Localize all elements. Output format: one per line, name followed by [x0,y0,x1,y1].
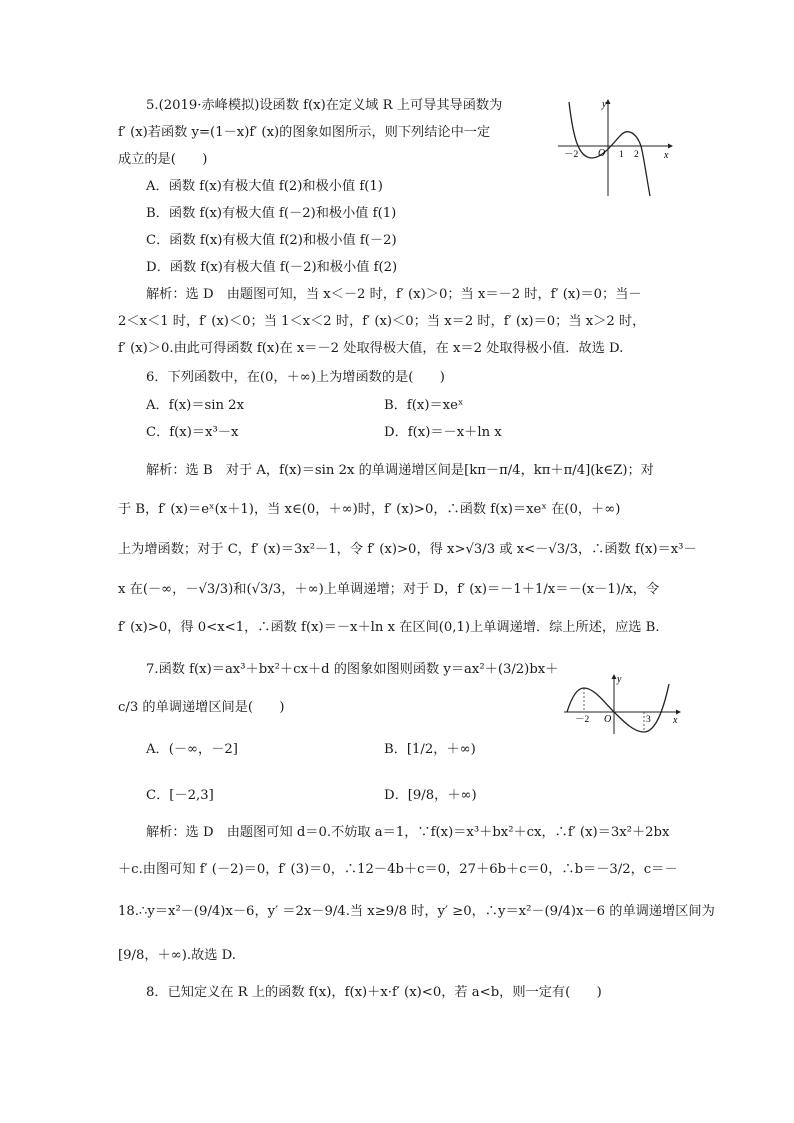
q7-stem-line1: 7.函数 f(x)＝ax³＋bx²＋cx＋d 的图象如图则函数 y＝ax²＋(3/2)bx＋ [146,662,559,677]
q6-solution-line3: 上为增函数；对于 C，f′ (x)＝3x²－1，令 f′ (x)>0，得 x>√3/3 或 x<－√3/3，∴函数 f(x)＝x³－ [118,542,697,557]
q5-solution-line2: 2＜x＜1 时，f′ (x)＜0；当 1＜x＜2 时，f′ (x)＜0；当 x＝2 时，f′ (x)＝0；当 x＞2 时， [118,314,646,329]
q5-solution-line3: f′ (x)＞0.由此可得函数 f(x)在 x＝－2 处取得极大值，在 x＝2 处取得极小值．故选 D. [118,341,624,356]
q6-solution-line5: f′ (x)>0，得 0<x<1，∴函数 f(x)＝－x＋ln x 在区间(0,1)上单调递增．综上所述，应选 B. [118,620,660,635]
q5-derivative-graph [556,96,674,200]
q6-stem: 6．下列函数中，在(0，＋∞)上为增函数的是( ) [146,370,445,385]
q5-x-axis-arrow [668,144,673,149]
q5-tick-1: 1 [619,150,624,160]
q5-option-d: D．函数 f(x)有极大值 f(－2)和极小值 f(2) [146,260,398,275]
q6-solution-line1: 解析：选 B 对于 A，f(x)＝sin 2x 的单调递增区间是[kπ－π/4，kπ＋π/4](k∈Z)；对 [146,463,654,478]
q5-stem-line1: 5.(2019·赤峰模拟)设函数 f(x)在定义域 R 上可导其导函数为 [146,98,503,113]
q5-option-c: C．函数 f(x)有极大值 f(2)和极小值 f(－2) [146,233,397,248]
q6-option-a: A．f(x)＝sin 2x [146,398,245,413]
q7-solution-line1: 解析：选 D 由题图可知 d＝0.不妨取 a＝1，∵f(x)＝x³＋bx²＋cx，∴f′ (x)＝3x²＋2bx [146,825,670,840]
q7-origin-label: O [604,714,612,725]
q6-option-d: D．f(x)＝－x＋ln x [384,425,502,440]
q7-function-graph [562,672,682,736]
q7-option-d: D．[9/8，＋∞) [384,788,477,803]
q5-option-b: B．函数 f(x)有极大值 f(－2)和极小值 f(1) [146,206,397,221]
q5-tick-2: 2 [634,150,639,160]
q7-solution-line3: 18.∴y＝x²－(9/4)x－6，y′ ＝2x－9/4.当 x≥9/8 时，y′ ≥0，∴y＝x²－(9/4)x－6 的单调递增区间为 [118,904,715,919]
q7-x-axis-arrow [676,710,681,715]
q8-stem: 8．已知定义在 R 上的函数 f(x)，f(x)＋x·f′ (x)<0，若 a<b，则一定有( ) [146,985,602,1000]
q5-x-label: x [664,150,669,161]
q7-y-label: y [617,674,622,685]
q7-x-label: x [673,715,678,726]
q6-option-b: B．f(x)＝xeˣ [384,398,464,413]
q5-tick-minus2: －2 [564,150,579,160]
q7-option-c: C．[－2,3] [146,788,214,803]
q5-stem-line2: f′ (x)若函数 y=(1－x)f′ (x)的图象如图所示，则下列结论中一定 [118,125,491,140]
q7-stem-line2: c/3 的单调递增区间是( ) [118,700,285,715]
q5-stem-line3: 成立的是( ) [118,152,208,167]
q7-tick-minus2: －2 [575,715,590,725]
q7-option-a: A．(－∞，－2] [146,742,238,757]
q7-tick-3: 3 [646,715,651,725]
q5-origin-label: O [598,148,606,159]
q5-curve [569,102,650,196]
q5-y-label: y [602,99,607,110]
q7-y-axis-arrow [612,674,617,679]
q6-solution-line4: x 在(－∞，－√3/3)和(√3/3，＋∞)上单调递增；对于 D，f′ (x)＝－1＋1/x＝－(x－1)/x，令 [118,582,660,597]
q5-solution-line1: 解析：选 D 由题图可知，当 x＜－2 时，f′ (x)＞0；当 x＝－2 时，f′ (x)＝0；当－ [146,287,642,302]
q7-solution-line2: ＋c.由图可知 f′ (－2)＝0，f′ (3)＝0，∴12－4b＋c＝0，27＋6b＋c＝0，∴b＝－3/2，c＝－ [118,862,678,877]
q7-option-b: B．[1/2，＋∞) [384,742,476,757]
q5-option-a: A．函数 f(x)有极大值 f(2)和极小值 f(1) [146,179,383,194]
q6-solution-line2: 于 B，f′ (x)＝eˣ(x＋1)，当 x∈(0，＋∞)时，f′ (x)>0，∴函数 f(x)＝xeˣ 在(0，＋∞) [118,502,621,517]
q7-solution-line4: [9/8，＋∞).故选 D. [118,948,236,963]
q6-option-c: C．f(x)＝x³－x [146,425,239,440]
